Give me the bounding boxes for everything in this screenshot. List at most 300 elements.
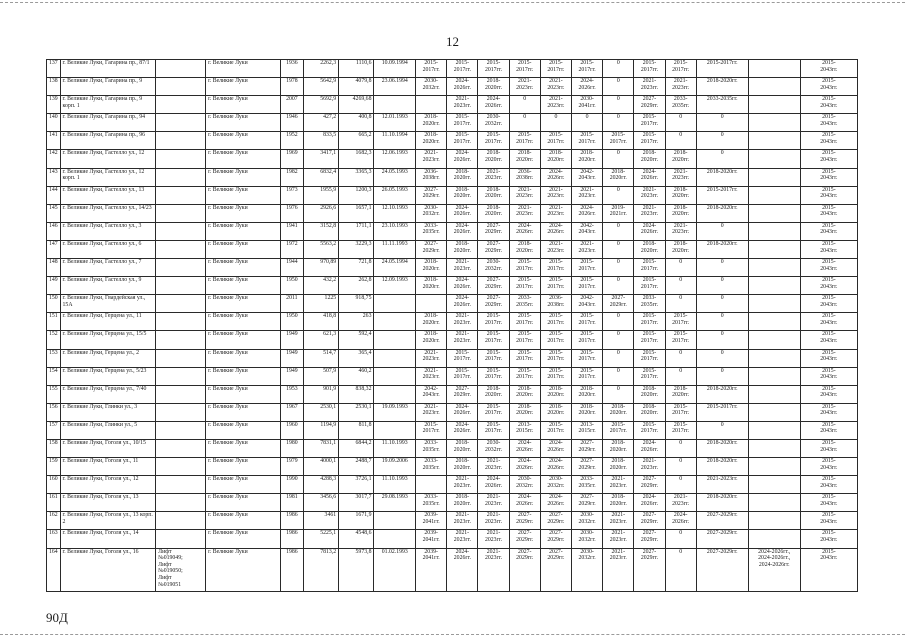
period-cell: 2030- 2032гг. xyxy=(509,476,540,494)
total-area-cell: 514,7 xyxy=(303,349,338,367)
row-number-cell: 159 xyxy=(47,458,61,476)
period-cell: 2030- 2032гг. xyxy=(478,439,509,457)
period-cell: 2027- 2029гг. xyxy=(540,512,571,530)
table-row xyxy=(47,96,858,114)
table-row xyxy=(47,259,858,277)
table-row xyxy=(47,367,858,385)
period-cell: 0 xyxy=(696,367,748,385)
year-built-cell: 1990 xyxy=(280,476,303,494)
period-cell: 2015- 2043гг. xyxy=(800,530,857,548)
period-cell: 0 xyxy=(603,313,634,331)
date-cell: 11.10.1994 xyxy=(374,132,416,150)
year-built-cell: 1986 xyxy=(280,548,303,591)
period-cell: 2021- 2023гг. xyxy=(603,530,634,548)
city-cell: г. Великие Луки xyxy=(206,96,281,114)
date-cell xyxy=(374,96,416,114)
period-cell: 2015- 2017гг. xyxy=(540,421,571,439)
period-cell: 2021- 2023гг. xyxy=(665,168,696,186)
period-cell: 2018-2020гг. xyxy=(696,240,748,258)
year-built-cell: 1982 xyxy=(280,168,303,186)
period-cell: 2021- 2023гг. xyxy=(603,476,634,494)
period-cell: 2021- 2023гг. xyxy=(540,78,571,96)
total-area-cell: 2262,3 xyxy=(303,60,338,78)
living-area-cell: 5973,8 xyxy=(339,548,374,591)
period-cell xyxy=(748,367,800,385)
period-cell: 2036- 2038гг. xyxy=(416,168,447,186)
period-cell: 2024- 2026гг. xyxy=(540,439,571,457)
period-cell: 2015- 2017гг. xyxy=(540,331,571,349)
period-cell: 0 xyxy=(665,367,696,385)
period-cell: 2018- 2020гг. xyxy=(416,277,447,295)
row-number-cell: 150 xyxy=(47,295,61,313)
period-cell: 2015- 2017гг. xyxy=(540,349,571,367)
period-cell: 2018- 2020гг. xyxy=(447,186,478,204)
total-area-cell: 4000,1 xyxy=(303,458,338,476)
period-cell: 2015- 2043гг. xyxy=(800,421,857,439)
address-cell: г. Великие Луки, Гастелло ул., 14/23 xyxy=(60,204,156,222)
period-cell: 2036- 2038гг. xyxy=(540,295,571,313)
period-cell: 2018- 2020гг. xyxy=(509,240,540,258)
period-cell xyxy=(748,349,800,367)
living-area-cell: 592,4 xyxy=(339,331,374,349)
period-cell: 0 xyxy=(696,295,748,313)
period-cell: 2027- 2029гг. xyxy=(509,548,540,591)
period-cell: 2018- 2020гг. xyxy=(572,385,603,403)
lift-cell xyxy=(156,494,206,512)
period-cell: 2030- 2032гг. xyxy=(416,78,447,96)
period-cell xyxy=(748,132,800,150)
period-cell xyxy=(748,60,800,78)
period-cell: 2018- 2020гг. xyxy=(478,385,509,403)
period-cell: 2015- 2017гг. xyxy=(634,114,665,132)
row-number-cell: 162 xyxy=(47,512,61,530)
period-cell: 2024- 2026гг. xyxy=(572,78,603,96)
period-cell: 2030- 2032гг. xyxy=(572,530,603,548)
living-area-cell: 3726,1 xyxy=(339,476,374,494)
period-cell: 2015- 2043гг. xyxy=(800,349,857,367)
address-cell: г. Великие Луки, Гагарина пр., 96 xyxy=(60,132,156,150)
city-cell: г. Великие Луки xyxy=(206,277,281,295)
lift-cell xyxy=(156,458,206,476)
year-built-cell: 1936 xyxy=(280,60,303,78)
period-cell: 2018- 2020гг. xyxy=(478,150,509,168)
city-cell: г. Великие Луки xyxy=(206,168,281,186)
table-row xyxy=(47,295,858,313)
table-row xyxy=(47,512,858,530)
table-row xyxy=(47,494,858,512)
period-cell: 2027- 2029гг. xyxy=(634,476,665,494)
period-cell: 2015- 2017гг. xyxy=(634,331,665,349)
living-area-cell: 811,8 xyxy=(339,421,374,439)
address-cell: г. Великие Луки, Герцена ул., 15/5 xyxy=(60,331,156,349)
period-cell: 2015- 2043гг. xyxy=(800,240,857,258)
period-cell: 2018- 2020гг. xyxy=(447,240,478,258)
period-cell: 2021- 2023гг. xyxy=(634,78,665,96)
period-cell: 2015- 2017гг. xyxy=(665,403,696,421)
living-area-cell: 365,4 xyxy=(339,349,374,367)
row-number-cell: 144 xyxy=(47,186,61,204)
period-cell: 2027- 2029гг. xyxy=(540,530,571,548)
year-built-cell: 1941 xyxy=(280,222,303,240)
period-cell: 2018- 2020гг. xyxy=(665,385,696,403)
address-cell: г. Великие Луки, Гоголя ул., 12 xyxy=(60,476,156,494)
period-cell: 2015- 2017гг. xyxy=(572,331,603,349)
period-cell: 2021- 2023гг. xyxy=(509,78,540,96)
lift-cell xyxy=(156,150,206,168)
period-cell: 2024- 2026гг. xyxy=(447,150,478,168)
period-cell: 2027-2029гг. xyxy=(696,512,748,530)
period-cell: 2018- 2020гг. xyxy=(634,150,665,168)
period-cell: 0 xyxy=(603,349,634,367)
period-cell: 2015- 2017гг. xyxy=(540,367,571,385)
period-cell: 2030- 2032гг. xyxy=(478,259,509,277)
period-cell: 0 xyxy=(665,132,696,150)
total-area-cell: 5692,9 xyxy=(303,96,338,114)
period-cell: 2027- 2029гг. xyxy=(478,240,509,258)
lift-cell xyxy=(156,60,206,78)
period-cell: 0 xyxy=(665,530,696,548)
table-row xyxy=(47,421,858,439)
living-area-cell: 838,32 xyxy=(339,385,374,403)
period-cell: 2015- 2017гг. xyxy=(634,313,665,331)
year-built-cell: 1972 xyxy=(280,240,303,258)
year-built-cell: 1978 xyxy=(280,78,303,96)
living-area-cell: 1671,9 xyxy=(339,512,374,530)
period-cell: 2024- 2026гг. xyxy=(447,277,478,295)
lift-cell: Лифт №019049; Лифт №019050; Лифт №019051 xyxy=(156,548,206,591)
period-cell: 2015- 2043гг. xyxy=(800,403,857,421)
period-cell: 0 xyxy=(665,349,696,367)
row-number-cell: 161 xyxy=(47,494,61,512)
date-cell xyxy=(374,313,416,331)
row-number-cell: 164 xyxy=(47,548,61,591)
lift-cell xyxy=(156,349,206,367)
period-cell: 0 xyxy=(603,222,634,240)
lift-cell xyxy=(156,240,206,258)
period-cell: 2015- 2043гг. xyxy=(800,150,857,168)
period-cell xyxy=(748,476,800,494)
period-cell: 0 xyxy=(696,277,748,295)
period-cell xyxy=(748,150,800,168)
period-cell: 2027- 2029гг. xyxy=(572,458,603,476)
period-cell: 2033-2035гг. xyxy=(696,96,748,114)
lift-cell xyxy=(156,331,206,349)
period-cell: 2024-2026гг., 2024-2026гг., 2024-2026гг. xyxy=(748,548,800,591)
period-cell: 2018- 2020гг. xyxy=(603,403,634,421)
lift-cell xyxy=(156,259,206,277)
period-cell: 0 xyxy=(603,259,634,277)
total-area-cell: 3461 xyxy=(303,512,338,530)
period-cell: 2015- 2017гг. xyxy=(634,259,665,277)
total-area-cell: 1955,9 xyxy=(303,186,338,204)
table-row xyxy=(47,313,858,331)
period-cell xyxy=(748,186,800,204)
page-number: 12 xyxy=(446,34,459,49)
table-row xyxy=(47,439,858,457)
period-cell: 0 xyxy=(540,114,571,132)
lift-cell xyxy=(156,421,206,439)
period-cell: 2015- 2043гг. xyxy=(800,548,857,591)
period-cell: 2015- 2017гг. xyxy=(447,367,478,385)
period-cell: 2024- 2026гг. xyxy=(540,458,571,476)
period-cell: 2015- 2017гг. xyxy=(509,367,540,385)
period-cell: 2015- 2043гг. xyxy=(800,476,857,494)
period-cell: 2015- 2017гг. xyxy=(603,132,634,150)
period-cell: 2021- 2023гг. xyxy=(416,367,447,385)
period-cell: 2027- 2029гг. xyxy=(540,548,571,591)
total-area-cell: 833,5 xyxy=(303,132,338,150)
row-number-cell: 142 xyxy=(47,150,61,168)
period-cell: 2039- 2041гг. xyxy=(416,512,447,530)
period-cell: 2021- 2023гг. xyxy=(447,331,478,349)
period-cell: 0 xyxy=(603,331,634,349)
period-cell: 2015- 2017гг. xyxy=(478,331,509,349)
period-cell: 0 xyxy=(696,259,748,277)
row-number-cell: 163 xyxy=(47,530,61,548)
city-cell: г. Великие Луки xyxy=(206,548,281,591)
total-area-cell: 1225 xyxy=(303,295,338,313)
period-cell: 0 xyxy=(603,385,634,403)
period-cell: 2027- 2029гг. xyxy=(478,277,509,295)
period-cell: 2015- 2017гг. xyxy=(509,259,540,277)
lift-cell xyxy=(156,222,206,240)
period-cell: 2024- 2026гг. xyxy=(634,494,665,512)
row-number-cell: 147 xyxy=(47,240,61,258)
period-cell: 2027- 2029гг. xyxy=(416,240,447,258)
period-cell: 2015-2017гг. xyxy=(696,186,748,204)
address-cell: г. Великие Луки, Глинки ул., 3 xyxy=(60,403,156,421)
address-cell: г. Великие Луки, Гагарина пр., 9 xyxy=(60,78,156,96)
date-cell: 12.09.1993 xyxy=(374,277,416,295)
period-cell: 2015- 2043гг. xyxy=(800,458,857,476)
period-cell: 2042- 2043гг. xyxy=(416,385,447,403)
period-cell: 0 xyxy=(509,96,540,114)
period-cell: 2015- 2043гг. xyxy=(800,494,857,512)
period-cell: 2024- 2026гг. xyxy=(447,204,478,222)
table-row xyxy=(47,186,858,204)
period-cell: 2024- 2026гг. xyxy=(634,439,665,457)
period-cell: 2015- 2043гг. xyxy=(800,313,857,331)
period-cell: 2015- 2043гг. xyxy=(800,186,857,204)
period-cell xyxy=(748,78,800,96)
living-area-cell: 2530,1 xyxy=(339,403,374,421)
period-cell: 2018- 2020гг. xyxy=(665,240,696,258)
period-cell: 2015- 2017гг. xyxy=(572,313,603,331)
lift-cell xyxy=(156,168,206,186)
date-cell: 12.06.1993 xyxy=(374,150,416,168)
period-cell xyxy=(416,476,447,494)
period-cell: 2018-2020гг. xyxy=(696,385,748,403)
lift-cell xyxy=(156,96,206,114)
city-cell: г. Великие Луки xyxy=(206,295,281,313)
period-cell: 2030- 2032гг. xyxy=(572,512,603,530)
period-cell: 0 xyxy=(603,96,634,114)
city-cell: г. Великие Луки xyxy=(206,421,281,439)
living-area-cell: 1657,1 xyxy=(339,204,374,222)
year-built-cell: 1967 xyxy=(280,403,303,421)
period-cell: 2015- 2017гг. xyxy=(665,60,696,78)
period-cell: 0 xyxy=(665,439,696,457)
period-cell: 0 xyxy=(665,295,696,313)
period-cell: 2018- 2020гг. xyxy=(416,114,447,132)
address-cell: г. Великие Луки, Герцена ул., 2 xyxy=(60,349,156,367)
year-built-cell: 1944 xyxy=(280,259,303,277)
period-cell: 2015- 2043гг. xyxy=(800,512,857,530)
date-cell: 26.05.1993 xyxy=(374,186,416,204)
date-cell: 10.09.1994 xyxy=(374,60,416,78)
lift-cell xyxy=(156,476,206,494)
period-cell: 2015- 2043гг. xyxy=(800,259,857,277)
lift-cell xyxy=(156,530,206,548)
period-cell: 2021- 2023гг. xyxy=(509,186,540,204)
address-cell: г. Великие Луки, Гастелло ул., 12 корп. 1 xyxy=(60,168,156,186)
living-area-cell: 1711,1 xyxy=(339,222,374,240)
period-cell: 2018-2020гг. xyxy=(696,78,748,96)
period-cell: 2024- 2026гг. xyxy=(447,403,478,421)
period-cell: 2018- 2020гг. xyxy=(603,494,634,512)
period-cell: 2024- 2026гг. xyxy=(447,295,478,313)
period-cell: 2021- 2023гг. xyxy=(572,186,603,204)
period-cell: 2024- 2026гг. xyxy=(509,439,540,457)
address-cell: г. Великие Луки, Герцена ул., 5/23 xyxy=(60,367,156,385)
address-cell: г. Великие Луки, Гастелло ул., 9 xyxy=(60,277,156,295)
lift-cell xyxy=(156,132,206,150)
period-cell: 2027- 2029гг. xyxy=(634,548,665,591)
period-cell xyxy=(748,385,800,403)
period-cell: 2015-2017гг. xyxy=(696,403,748,421)
table-row xyxy=(47,222,858,240)
period-cell: 2015- 2017гг. xyxy=(634,349,665,367)
city-cell: г. Великие Луки xyxy=(206,530,281,548)
period-cell: 2021- 2023гг. xyxy=(447,476,478,494)
table-row xyxy=(47,349,858,367)
period-cell: 2033- 2035гг. xyxy=(416,458,447,476)
year-built-cell: 1949 xyxy=(280,331,303,349)
period-cell xyxy=(748,439,800,457)
city-cell: г. Великие Луки xyxy=(206,186,281,204)
city-cell: г. Великие Луки xyxy=(206,240,281,258)
period-cell: 2027-2029гг. xyxy=(696,548,748,591)
table-row xyxy=(47,458,858,476)
lift-cell xyxy=(156,186,206,204)
period-cell xyxy=(748,421,800,439)
year-built-cell: 1946 xyxy=(280,114,303,132)
address-cell: г. Великие Луки, Гоголя ул., 14 xyxy=(60,530,156,548)
period-cell: 2015- 2017гг. xyxy=(665,313,696,331)
period-cell: 2021- 2023гг. xyxy=(540,186,571,204)
year-built-cell: 1950 xyxy=(280,277,303,295)
city-cell: г. Великие Луки xyxy=(206,150,281,168)
lift-cell xyxy=(156,78,206,96)
period-cell xyxy=(748,512,800,530)
address-cell: г. Великие Луки, Герцена ул., 11 xyxy=(60,313,156,331)
period-cell: 2018-2020гг. xyxy=(696,494,748,512)
period-cell xyxy=(416,96,447,114)
period-cell: 2018- 2020гг. xyxy=(447,458,478,476)
year-built-cell: 2011 xyxy=(280,295,303,313)
period-cell: 2021- 2023гг. xyxy=(603,548,634,591)
lift-cell xyxy=(156,385,206,403)
row-number-cell: 155 xyxy=(47,385,61,403)
period-cell: 2021- 2023гг. xyxy=(478,530,509,548)
period-cell: 2027- 2029гг. xyxy=(603,295,634,313)
period-cell: 2015- 2017гг. xyxy=(572,367,603,385)
period-cell: 2021- 2023гг. xyxy=(665,222,696,240)
period-cell: 2013- 2015гг. xyxy=(572,421,603,439)
period-cell: 2018- 2020гг. xyxy=(478,186,509,204)
period-cell: 0 xyxy=(696,132,748,150)
period-cell: 0 xyxy=(603,60,634,78)
period-cell: 2015- 2017гг. xyxy=(478,367,509,385)
year-built-cell: 1986 xyxy=(280,530,303,548)
period-cell: 2018- 2020гг. xyxy=(416,132,447,150)
date-cell: 24.05.1994 xyxy=(374,259,416,277)
period-cell: 0 xyxy=(665,259,696,277)
period-cell: 2015- 2017гг. xyxy=(509,60,540,78)
period-cell: 2027- 2029гг. xyxy=(634,512,665,530)
period-cell: 2024- 2026гг. xyxy=(665,512,696,530)
period-cell xyxy=(748,114,800,132)
table-row xyxy=(47,168,858,186)
period-cell: 2024- 2026гг. xyxy=(634,222,665,240)
period-cell: 2015- 2017гг. xyxy=(540,313,571,331)
period-cell: 2021- 2023гг. xyxy=(665,494,696,512)
address-cell: г. Великие Луки, Гагарина пр., 94 xyxy=(60,114,156,132)
period-cell: 2015- 2017гг. xyxy=(447,132,478,150)
date-cell: 12.01.1993 xyxy=(374,114,416,132)
period-cell: 2033- 2035гг. xyxy=(634,295,665,313)
row-number-cell: 137 xyxy=(47,60,61,78)
lift-cell xyxy=(156,367,206,385)
period-cell: 2015- 2017гг. xyxy=(665,421,696,439)
city-cell: г. Великие Луки xyxy=(206,114,281,132)
year-built-cell: 1976 xyxy=(280,204,303,222)
city-cell: г. Великие Луки xyxy=(206,78,281,96)
period-cell: 2018-2020гг. xyxy=(696,204,748,222)
period-cell: 2018- 2020гг. xyxy=(416,331,447,349)
period-cell xyxy=(748,259,800,277)
period-cell: 0 xyxy=(696,313,748,331)
living-area-cell: 4079,8 xyxy=(339,78,374,96)
period-cell: 2033- 2035гг. xyxy=(509,295,540,313)
date-cell: 01.02.1993 xyxy=(374,548,416,591)
period-cell: 0 xyxy=(603,186,634,204)
period-cell: 2015- 2017гг. xyxy=(572,349,603,367)
row-number-cell: 145 xyxy=(47,204,61,222)
period-cell: 0 xyxy=(509,114,540,132)
row-number-cell: 153 xyxy=(47,349,61,367)
period-cell: 2015- 2043гг. xyxy=(800,367,857,385)
period-cell: 0 xyxy=(696,114,748,132)
lift-cell xyxy=(156,114,206,132)
period-cell: 0 xyxy=(665,277,696,295)
table-row xyxy=(47,204,858,222)
period-cell xyxy=(748,494,800,512)
period-cell: 2015- 2017гг. xyxy=(634,60,665,78)
row-number-cell: 146 xyxy=(47,222,61,240)
lift-cell xyxy=(156,403,206,421)
year-built-cell: 1949 xyxy=(280,367,303,385)
address-cell: г. Великие Луки, Гоголя ул., 11 xyxy=(60,458,156,476)
period-cell: 2018- 2020гг. xyxy=(665,150,696,168)
footer-code: 90Д xyxy=(46,610,68,625)
period-cell: 2033- 2035гг. xyxy=(416,494,447,512)
period-cell: 2015- 2017гг. xyxy=(572,60,603,78)
date-cell: 11.11.1993 xyxy=(374,240,416,258)
year-built-cell: 1949 xyxy=(280,349,303,367)
city-cell: г. Великие Луки xyxy=(206,222,281,240)
lift-cell xyxy=(156,439,206,457)
